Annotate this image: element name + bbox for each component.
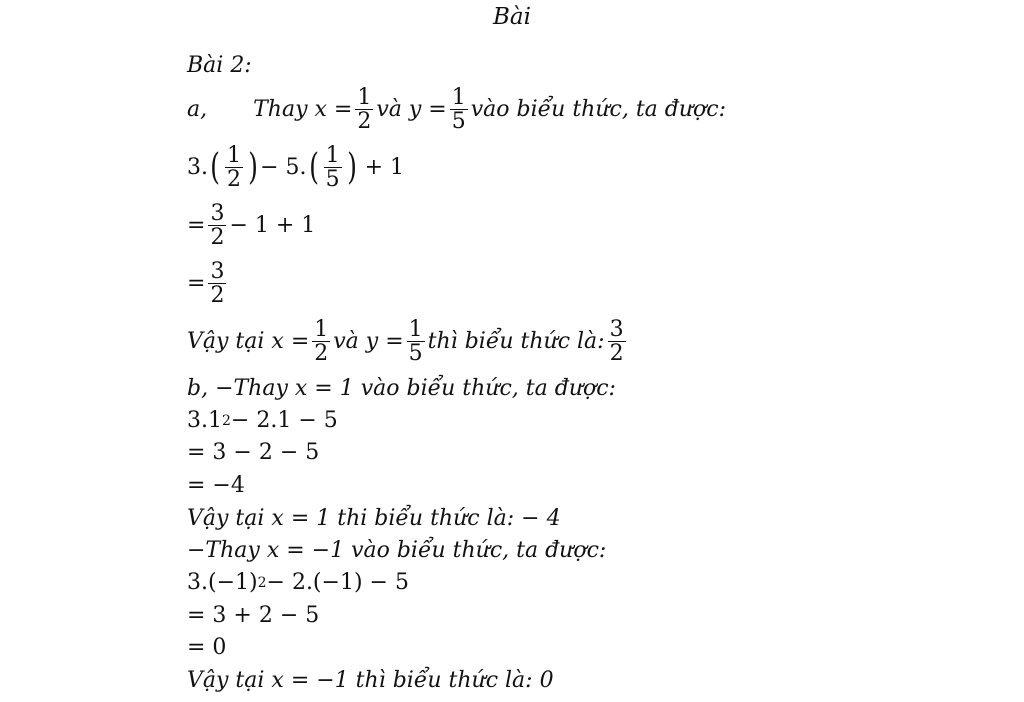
part-b-conclusion-1: Vậy tại x = 1 thi biểu thức là: − 4 bbox=[187, 506, 561, 531]
concl-value-denominator: 2 bbox=[609, 341, 624, 367]
step1-numerator: 3 bbox=[210, 201, 225, 226]
page-title: Bài bbox=[493, 4, 531, 30]
part-b-expression-2 bbox=[187, 572, 409, 594]
equals-sign: = bbox=[187, 212, 206, 238]
exercise-heading bbox=[187, 55, 252, 77]
part-a-intro-post: vào biểu thức, ta được: bbox=[470, 96, 727, 122]
part-b-step-2: = −4 bbox=[187, 473, 245, 498]
expr1-exponent: 2 bbox=[222, 413, 231, 429]
y-fraction bbox=[450, 86, 468, 133]
concl-y-numerator: 1 bbox=[408, 317, 423, 342]
step2-numerator: 3 bbox=[210, 259, 225, 284]
heading-text: Bài 2: bbox=[187, 53, 252, 78]
concl-y-fraction bbox=[407, 318, 425, 365]
concl-pre: Vậy tại x = bbox=[187, 328, 310, 354]
expr-tail: + 1 bbox=[364, 154, 405, 180]
step1-fraction bbox=[208, 202, 226, 249]
part-b-intro-2: −Thay x = −1 vào biểu thức, ta được: bbox=[187, 538, 607, 563]
concl-x-fraction bbox=[312, 318, 330, 365]
expr2-tail: − 2.(−1) − 5 bbox=[266, 570, 409, 595]
step1-denominator: 2 bbox=[210, 225, 225, 251]
x-denominator: 2 bbox=[357, 109, 372, 135]
close-paren: ) bbox=[346, 146, 357, 188]
expr-mid: − 5. bbox=[260, 154, 307, 180]
concl-x-numerator: 1 bbox=[314, 317, 329, 342]
expr-fraction-2 bbox=[324, 144, 342, 191]
step2-fraction bbox=[208, 260, 226, 307]
equals-sign: = bbox=[187, 270, 206, 296]
part-b-intro: b, −Thay x = 1 vào biểu thức, ta được: bbox=[187, 376, 616, 401]
expr1-base: 3.1 bbox=[187, 408, 222, 433]
expr-denominator-1: 2 bbox=[227, 167, 242, 193]
y-numerator: 1 bbox=[451, 85, 466, 110]
part-b-step-4: = 0 bbox=[187, 635, 227, 660]
part-b-step-3: = 3 + 2 − 5 bbox=[187, 603, 320, 628]
part-a-intro bbox=[187, 86, 726, 133]
expr-numerator-2: 1 bbox=[325, 143, 340, 168]
part-a-conclusion bbox=[187, 318, 629, 365]
part-a-expression bbox=[187, 144, 404, 191]
expr-lead: 3. bbox=[187, 154, 208, 180]
close-paren: ) bbox=[248, 146, 258, 188]
part-a-step-1 bbox=[187, 202, 315, 249]
expr2-base: 3.(−1) bbox=[187, 570, 258, 595]
x-numerator: 1 bbox=[357, 85, 372, 110]
open-paren: ( bbox=[308, 146, 319, 188]
expr-fraction-1 bbox=[225, 144, 243, 191]
expr2-exponent: 2 bbox=[257, 575, 267, 591]
part-a-intro-pre: Thay x = bbox=[253, 96, 353, 122]
concl-value-fraction bbox=[608, 318, 626, 365]
concl-y-denominator: 5 bbox=[408, 341, 423, 367]
part-b-step-1: = 3 − 2 − 5 bbox=[187, 440, 320, 465]
concl-x-denominator: 2 bbox=[314, 341, 329, 367]
part-b-expression-1 bbox=[187, 410, 338, 432]
open-paren: ( bbox=[210, 146, 220, 188]
expr-numerator-1: 1 bbox=[227, 143, 242, 168]
x-fraction bbox=[355, 86, 373, 133]
y-denominator: 5 bbox=[451, 109, 466, 135]
expr1-tail: − 2.1 − 5 bbox=[230, 408, 338, 433]
concl-and: và y = bbox=[333, 328, 404, 354]
part-b-conclusion-2: Vậy tại x = −1 thì biểu thức là: 0 bbox=[187, 668, 554, 693]
and-y-text: và y = bbox=[376, 96, 447, 122]
part-a-step-2 bbox=[187, 260, 229, 307]
part-a-label: a, bbox=[187, 96, 208, 122]
step2-denominator: 2 bbox=[210, 283, 225, 309]
step1-tail: − 1 + 1 bbox=[229, 212, 316, 238]
concl-value-numerator: 3 bbox=[609, 317, 624, 342]
concl-post: thì biểu thức là: bbox=[427, 328, 605, 354]
expr-denominator-2: 5 bbox=[325, 167, 340, 193]
